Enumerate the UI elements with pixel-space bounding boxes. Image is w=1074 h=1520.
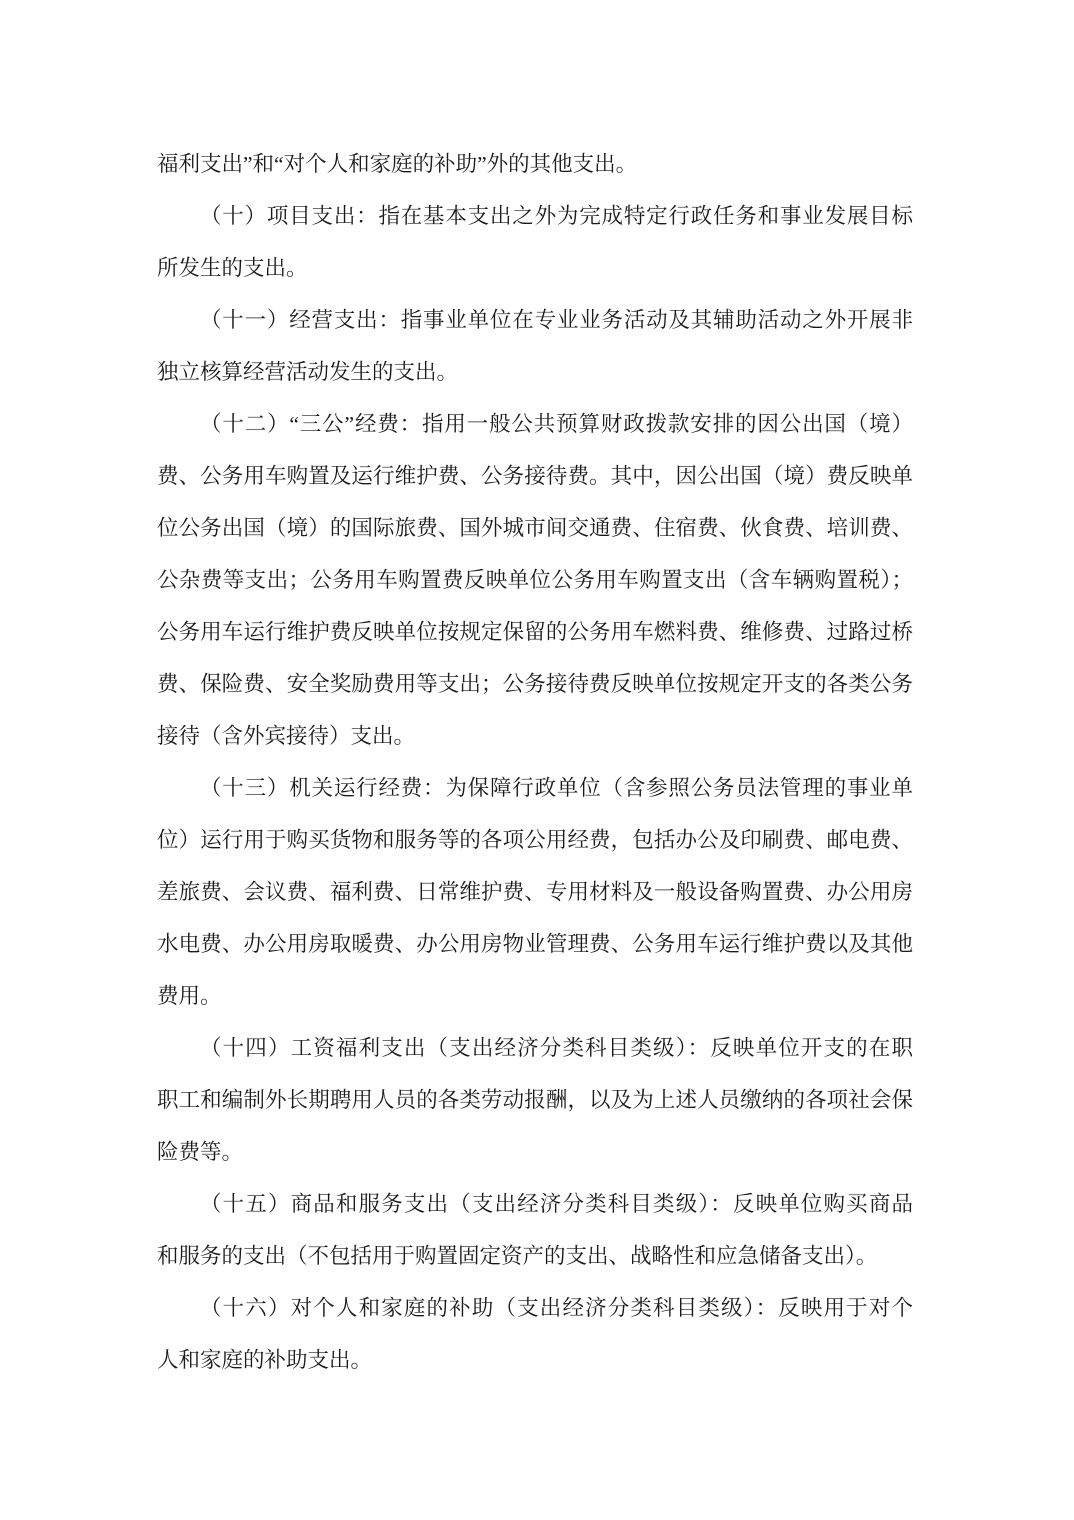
paragraph-7-line-2: 和服务的支出（不包括用于购置固定资产的支出、战略性和应急储备支出）。 <box>157 1244 878 1268</box>
paragraph-6-line-1: （十四）工资福利支出（支出经济分类科目类级）：反映单位开支的在职 <box>200 1036 913 1060</box>
paragraph-4-line-2: 费、公务用车购置及运行维护费、公务接待费。其中，因公出国（境）费反映单 <box>157 464 913 488</box>
paragraph-3-line-2: 独立核算经营活动发生的支出。 <box>157 360 459 384</box>
paragraph-3-line-1: （十一）经营支出：指事业单位在专业业务活动及其辅助活动之外开展非 <box>200 308 913 332</box>
paragraph-7-line-1: （十五）商品和服务支出（支出经济分类科目类级）：反映单位购买商品 <box>200 1192 913 1216</box>
document-body <box>157 138 913 1386</box>
paragraph-4-line-5: 公务用车运行维护费反映单位按规定保留的公务用车燃料费、维修费、过路过桥 <box>157 620 913 644</box>
paragraph-4-line-4: 公杂费等支出；公务用车购置费反映单位公务用车购置支出（含车辆购置税）； <box>157 568 913 592</box>
paragraph-6-line-3: 险费等。 <box>157 1140 244 1164</box>
paragraph-8-line-2: 人和家庭的补助支出。 <box>157 1348 373 1372</box>
paragraph-4-line-7: 接待（含外宾接待）支出。 <box>157 724 416 748</box>
paragraph-4-line-6: 费、保险费、安全奖励费用等支出；公务接待费反映单位按规定开支的各类公务 <box>157 672 913 696</box>
paragraph-2-line-1: （十）项目支出：指在基本支出之外为完成特定行政任务和事业发展目标 <box>200 204 913 228</box>
paragraph-5-line-4: 水电费、办公用房取暖费、办公用房物业管理费、公务用车运行维护费以及其他 <box>157 932 913 956</box>
paragraph-5-line-3: 差旅费、会议费、福利费、日常维护费、专用材料及一般设备购置费、办公用房 <box>157 880 913 904</box>
paragraph-8-line-1: （十六）对个人和家庭的补助（支出经济分类科目类级）：反映用于对个 <box>200 1296 913 1320</box>
paragraph-4-line-1: （十二）“三公”经费：指用一般公共预算财政拨款安排的因公出国（境） <box>200 412 913 436</box>
paragraph-5-line-5: 费用。 <box>157 984 222 1008</box>
paragraph-5-line-2: 位）运行用于购买货物和服务等的各项公用经费，包括办公及印刷费、邮电费、 <box>157 828 913 852</box>
paragraph-4-line-3: 位公务出国（境）的国际旅费、国外城市间交通费、住宿费、伙食费、培训费、 <box>157 516 913 540</box>
paragraph-1-line-1: 福利支出”和“对个人和家庭的补助”外的其他支出。 <box>157 152 638 176</box>
paragraph-6-line-2: 职工和编制外长期聘用人员的各类劳动报酬，以及为上述人员缴纳的各项社会保 <box>157 1088 913 1112</box>
paragraph-5-line-1: （十三）机关运行经费：为保障行政单位（含参照公务员法管理的事业单 <box>200 776 913 800</box>
paragraph-2-line-2: 所发生的支出。 <box>157 256 308 280</box>
